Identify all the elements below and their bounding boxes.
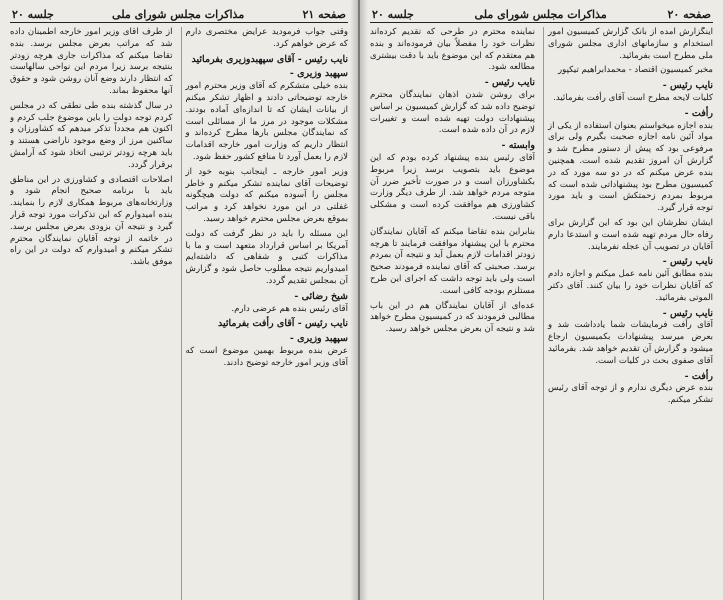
speaker-name: نایب رئیس -: [662, 80, 713, 92]
speaker-name: رأفت -: [684, 370, 713, 382]
right-page-left-column: [370, 27, 535, 600]
paragraph: وزیر امور خارجه ـ اینجانب بنوبه خود از توضیحات آقای نماینده تشکر میکنم و خاطر مجلس را آسوده میکنم که دولت هیچگونه غفلتی در این مورد نخواهد کرد و مراتب بموقع بعرض مجلس محترم خواهد رسید.: [185, 166, 348, 224]
speaker-name: نایب رئیس -: [484, 77, 535, 89]
speaker-name: وابسته -: [501, 140, 535, 152]
speaker-name: رأفت -: [684, 107, 713, 119]
paragraph: آقای رئیس بنده پیشنهاد کرده بودم که این موضوع باید بتصویب برسد زیرا مربوط بکشاورزان است و در صورت تأخیر ضرر آن متوجه مردم خواهد شد. از طرف دیگر وزارت کشاورزی هم موافقت کرده است و مشکلی باقی نیست.: [370, 152, 535, 222]
left-page-columns: [10, 27, 348, 600]
speaker-name: شیخ رضائی -: [294, 290, 348, 302]
gutter-shadow: [360, 0, 368, 600]
paragraph: بنابراین بنده تقاضا میکنم که آقایان نمایندگان محترم با این پیشنهاد موافقت فرمایند تا هرچه زودتر اقدامات لازم بعمل آید و نتیجه آن بمردم برسد. صحبتی که آقای نماینده فرمودند صحیح است ولی باید توجه داشت که اجرای این طرح مستلزم بودجه کافی است.: [370, 226, 535, 296]
paragraph: ایشان نظرشان این بود که این گزارش برای رفاه حال مردم تهیه شده است و استدعا دارم آقایان در تصویب آن عجله نفرمایند.: [548, 217, 713, 252]
speaker-name: نایب رئیس - آقای رأفت بفرمائید: [218, 318, 348, 330]
paragraph: مخبر کمیسیون اقتصاد - محمدابراهیم تیکپور: [558, 65, 713, 76]
right-page-title: مذاکرات مجلس شورای ملی: [474, 7, 607, 21]
paragraph: برای روشن شدن اذهان نمایندگان محترم توضیح داده شد که گزارش کمیسیون بر اساس پیشنهادات دولت تهیه شده است و تغییرات لازم در آن داده شده است.: [370, 89, 535, 136]
right-page-right-column: [543, 27, 713, 600]
paragraph: اصلاحات اقتصادی و کشاورزی در این مناطق باید با برنامه صحیح انجام شود و وزارتخانه‌های مربوط همکاری لازم را بنمایند. بنده امیدوارم که این تذکرات مورد توجه قرار گیرد و نتیجه آن بزودی بعرض مجلس برسد. در خاتمه از توجه آقایان نمایندگان محترم تشکر میکنم و امیدوارم که دولت در این راه موفق باشد.: [10, 174, 173, 268]
paragraph: بنده مطابق آئین نامه عمل میکنم و اجازه دادم که آقایان نظرات خود را بیان کنند. آقای دکتر الموتی بفرمائید.: [548, 269, 713, 303]
speaker-name: نایب رئیس -: [662, 307, 713, 319]
speaker-name: سپهبد وزیری -: [289, 68, 348, 80]
paragraph: در سال گذشته بنده طی نطقی که در مجلس کردم توجه دولت را باین موضوع جلب کردم و اکنون هم مجدداً تذکر میدهم که کشاورزان و ساکنین مرز از وضع موجود ناراضی هستند و باید هرچه زودتر ترتیبی اتخاذ شود که آرامش برقرار گردد.: [10, 100, 173, 170]
paragraph: وقتی جواب فرمودید عرایض مختصری دارم که عرض خواهم کرد.: [185, 27, 348, 49]
paragraph: اینگزارش آمده از بانک گزارش کمیسیون امور استخدام و سازمانهای اداری مجلس شورای ملی مطرح است بفرمائید.: [548, 27, 713, 61]
left-page-title: مذاکرات مجلس شورای ملی: [112, 7, 245, 21]
paragraph: بنده خیلی متشکرم که آقای وزیر محترم امور خارجه توضیحاتی دادند و اظهار تشکر میکنم از بیانات ایشان که تا اندازه‌ای آماده بودند. مشکلات موجود در مرز ما از مسائلی است که نمایندگان مجلس بارها مطرح کرده‌اند و انتظار داریم که وزارت امور خارجه اقدامات لازم را بعمل آورد تا منافع کشور حفظ شود.: [185, 81, 348, 162]
paragraph: عرض بنده مربوط بهمین موضوع است که آقای وزیر امور خارجه توضیح دادند.: [185, 345, 348, 368]
speaker-name: نایب رئیس -: [662, 256, 713, 268]
right-page-columns: [370, 27, 713, 600]
paragraph: آقای رأفت فرمایشات شما یادداشت شد و بعرض میرسد پیشنهادات بکمیسیون ارجاع میشود و گزارش آن تقدیم خواهد شد. بفرمائید آقای صفوی بحث در کلیات است.: [548, 320, 713, 366]
left-page: [0, 0, 360, 600]
speaker-name: نایب رئیس - آقای سپهبدوزیری بفرمائید: [191, 53, 348, 65]
paragraph: نماینده محترم در طرحی که تقدیم کرده‌اند نظرات خود را مفصلاً بیان فرموده‌اند و بنده هم معتقدم که این موضوع باید با دقت بیشتری مطالعه شود.: [370, 27, 535, 73]
left-page-right-column: [181, 27, 349, 600]
gutter-shadow: [350, 0, 358, 600]
paragraph: بنده عرض دیگری ندارم و از توجه آقای رئیس تشکر میکنم.: [548, 383, 713, 406]
paragraph: بنده اجازه میخواستم بعنوان استفاده از یکی از مواد آئین نامه اجازه صحبت بگیرم ولی برای مرفوعی بود که پیش از دستور مطرح شد و گزارش آن امروز تقدیم شده است. همچنین بنده عرض میکنم که در دو سه مورد که در کمیسیون مطرح بود پیشنهاداتی شده است که مربوط بمردم زحمتکش است و باید مورد توجه قرار گیرد.: [548, 120, 713, 214]
right-session-label: جلسه ۲۰: [372, 7, 414, 21]
right-page: [360, 0, 723, 600]
left-page-header: [10, 6, 348, 23]
right-page-number: صفحه ۲۰: [667, 7, 711, 21]
left-session-label: جلسه ۲۰: [12, 7, 54, 21]
paragraph: کلیات لایحه مطرح است آقای رأفت بفرمائید.: [553, 92, 713, 103]
paragraph: آقای رئیس بنده هم عرضی دارم.: [231, 303, 348, 314]
left-page-number: صفحه ۲۱: [302, 7, 346, 21]
right-page-header: [370, 6, 713, 23]
paragraph: این مسئله را باید در نظر گرفت که دولت آمریکا بر اساس قرارداد متعهد است و ما با مذاکرات کتبی و شفاهی که داشته‌ایم امیدواریم نتیجه مطلوب حاصل شود و گزارش آن بمجلس تقدیم گردد.: [185, 228, 348, 286]
paragraph: از طرف آقای وزیر امور خارجه اطمینان داده شد که مراتب بعرض مجلس برسد. بنده تقاضا میکنم که مذاکرات جاری هرچه زودتر بنتیجه برسد زیرا مردم این نواحی سالهاست که انتظار دارند وضع آنان روشن شود و حقوق آنها محفوظ بماند.: [10, 27, 173, 96]
paragraph: عده‌ای از آقایان نمایندگان هم در این باب مطالبی فرمودند که در کمیسیون مطرح خواهد شد و نتیجه آن بعرض مجلس خواهد رسید.: [370, 300, 535, 335]
left-page-left-column: [10, 27, 173, 600]
speaker-name: سپهبد وزیری -: [289, 333, 348, 345]
